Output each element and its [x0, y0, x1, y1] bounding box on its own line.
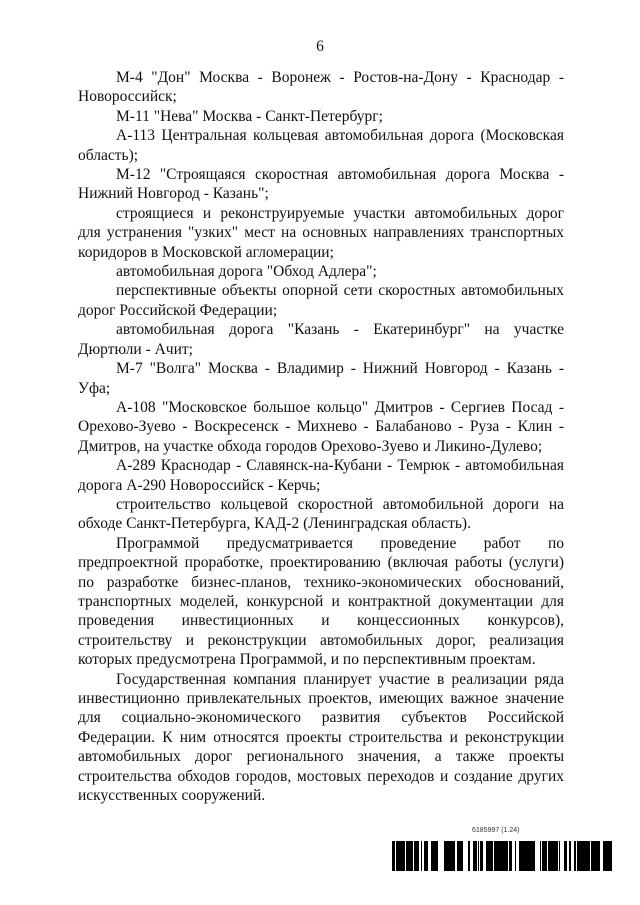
- list-item-kad2: строительство кольцевой скоростной автомобильной дороги на обходе Санкт-Петербурга, КАД-2 (Ленинградская область).: [78, 495, 564, 533]
- list-item-m11: М-11 "Нева" Москва - Санкт-Петербург;: [116, 107, 383, 125]
- document-body: [78, 68, 564, 805]
- barcode-label: 6185997 (1.24): [472, 827, 520, 834]
- list-item-a289: А-289 Краснодар - Славянск-на-Кубани - Темрюк - автомобильная дорога А-290 Новороссийск - Керчь;: [78, 457, 564, 494]
- state-company-paragraph: Государственная компания планирует участие в реализации ряда инвестиционно привлекательных проектов, имеющих важное значение для социально-экономического развития субъектов Российской Федерации. К ним относятся проекты строительства и реконструкции автомобильных дорог регионального значения, а также проекты строительства обходов городов, мостовых переходов и создание других искусственных сооружений.: [78, 670, 564, 805]
- list-item-m12: М-12 "Строящаяся скоростная автомобильная дорога Москва - Нижний Новгород - Казань";: [78, 166, 564, 203]
- list-item-adler-bypass: автомобильная дорога "Обход Адлера";: [116, 263, 377, 281]
- list-item-m7: М-7 "Волга" Москва - Владимир - Нижний Новгород - Казань - Уфа;: [78, 360, 564, 397]
- list-item-prospective-network: перспективные объекты опорной сети скоростных автомобильных дорог Российской Федерации;: [78, 282, 564, 319]
- list-item-a113: А-113 Центральная кольцевая автомобильная дорога (Московская область);: [78, 127, 564, 164]
- barcode-block: [392, 827, 612, 871]
- barcode-image: [392, 841, 612, 871]
- program-paragraph: Программой предусматривается проведение работ по предпроектной проработке, проектированию (включая работы (услуги) по разработке бизнес-планов, технико-экономических обоснований, транспортных моделей, конкурсной и контрактной документации для проведения инвестиционных и концессионных конкурсов), строительству и реконструкции автомобильных дорог, реализация которых предусмотрена Программой, и по перспективным проектам.: [78, 534, 564, 669]
- list-item-moscow-agglomeration: строящиеся и реконструируемые участки автомобильных дорог для устранения "узких" мест на основных направлениях транспортных коридоров в Московской агломерации;: [78, 204, 564, 261]
- list-item-a108: А-108 "Московское большое кольцо" Дмитров - Сергиев Посад - Орехово-Зуево - Воскресенск - Михнево - Балабаново - Руза - Клин - Дмитров, на участке обхода городов Орехово-Зуево и Ликино-Дулево;: [78, 398, 564, 455]
- page-number: 6: [316, 38, 324, 55]
- list-item-m4: М-4 "Дон" Москва - Воронеж - Ростов-на-Дону - Краснодар - Новороссийск;: [78, 69, 564, 106]
- list-item-kazan-ekaterinburg: автомобильная дорога "Казань - Екатеринбург" на участке Дюртюли - Ачит;: [78, 321, 564, 358]
